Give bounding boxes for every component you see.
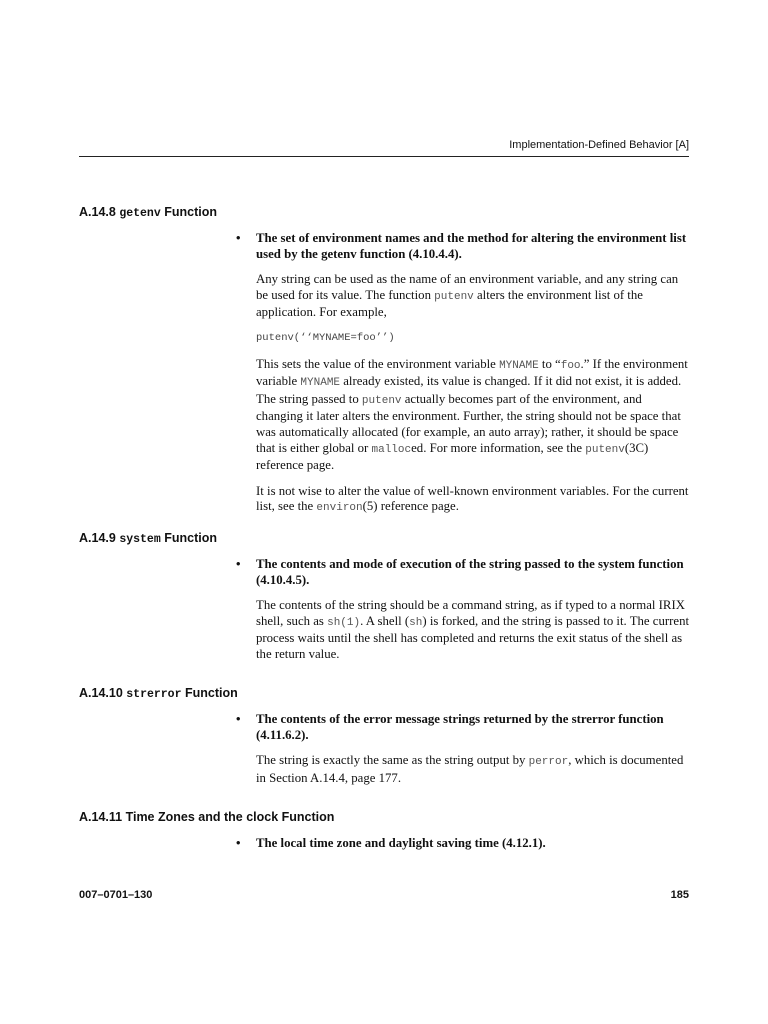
paragraph (256, 598, 690, 662)
section-getenv (79, 205, 689, 220)
text: ) is forked, and the string is passed to it. The current process waits until the shell has completed and returns the exit status of the shell as the return value. (256, 613, 690, 661)
section-time-zones (79, 810, 689, 824)
text: (3C) reference page. (256, 440, 649, 473)
section-strerror (79, 686, 689, 701)
inline-code: putenv (585, 443, 625, 456)
section-number: A.14.10 (79, 686, 127, 700)
inline-code: malloc (371, 443, 412, 456)
inline-code: MYNAME (300, 377, 341, 390)
running-header: Implementation-Defined Behavior [A] (509, 139, 689, 151)
section-system (79, 531, 689, 546)
doc-number: 007–0701–130 (79, 889, 153, 901)
system-body (236, 557, 690, 663)
section-function-name: getenv (119, 207, 161, 220)
item-title-text: The set of environment names and the method for altering the environment list used by the getenv function (4.10.4.4). (256, 231, 687, 261)
inline-code: MYNAME (499, 359, 539, 372)
bullet-item-title (236, 557, 690, 588)
code-example: putenv(‘‘MYNAME=foo’’) (256, 331, 395, 344)
inline-code: foo (560, 359, 581, 372)
item-title-text: The contents of the error message strings returned by the strerror function (4.11.6.2). (256, 712, 664, 742)
section-function-name: strerror (126, 688, 182, 701)
section-heading-tail: Function (181, 686, 238, 700)
paragraph (256, 357, 690, 474)
inline-code: putenv (361, 394, 402, 407)
paragraph (256, 272, 690, 321)
bullet-item-title (236, 712, 690, 743)
bullet-icon: • (236, 836, 241, 850)
text: The string is exactly the same as the string output by (256, 753, 529, 768)
text: . A shell ( (360, 613, 410, 628)
paragraph (256, 753, 690, 786)
paragraph (256, 484, 690, 517)
bullet-icon: • (236, 557, 241, 571)
bullet-item-title (236, 836, 690, 852)
getenv-body (236, 231, 690, 517)
section-heading (79, 205, 689, 220)
section-number: A.14.8 (79, 205, 120, 219)
inline-code: putenv (434, 290, 474, 303)
section-heading (79, 686, 689, 701)
text: It is not wise to alter the value of well-known environment variables. For the current list, see the (256, 483, 689, 514)
section-function-name: system (119, 533, 161, 546)
header-rule (79, 156, 689, 157)
text: The contents of the string should be a command string, as if typed to a normal IRIX shell, such as (256, 598, 685, 628)
bullet-icon: • (236, 231, 241, 245)
inline-code: perror (528, 756, 569, 769)
text: (5) reference page. (362, 499, 459, 514)
section-number: A.14.9 (79, 531, 120, 545)
section-heading (79, 531, 689, 546)
strerror-body (236, 712, 690, 786)
item-title-text: The local time zone and daylight saving time (4.12.1). (256, 836, 546, 850)
text: This sets the value of the environment variable (256, 356, 500, 371)
text: Any string can be used as the name of an environment variable, and any string can be used for its value. The function (256, 272, 679, 302)
text: already existed, its value is changed. If it did not exist, it is added. The string passed to (256, 374, 682, 406)
text: to “ (538, 356, 561, 371)
text: alters the environment list of the application. For example, (256, 287, 643, 320)
inline-code: sh (409, 616, 423, 629)
text: .” If the environment variable (256, 356, 688, 389)
inline-code: environ (316, 502, 363, 515)
text: actually becomes part of the environment, and changing it later alters the environment. Further, the string should not be space that was automatically allocated (for example, an auto array); rather, it should be space that is either global or (256, 391, 681, 455)
section-heading-tail: Function (160, 531, 217, 545)
inline-code: sh(1) (327, 616, 361, 629)
time-zones-body (236, 836, 690, 852)
section-heading: A.14.11 Time Zones and the clock Function (79, 810, 335, 824)
text: ed. For more information, see the (411, 440, 586, 455)
page-number: 185 (670, 889, 689, 901)
text: , which is documented in Section A.14.4, page 177. (256, 753, 684, 785)
item-title-text: The contents and mode of execution of the string passed to the system function (4.10.4.5). (256, 557, 684, 587)
bullet-icon: • (236, 712, 241, 726)
section-heading-tail: Function (160, 205, 217, 219)
bullet-item-title (236, 231, 690, 262)
